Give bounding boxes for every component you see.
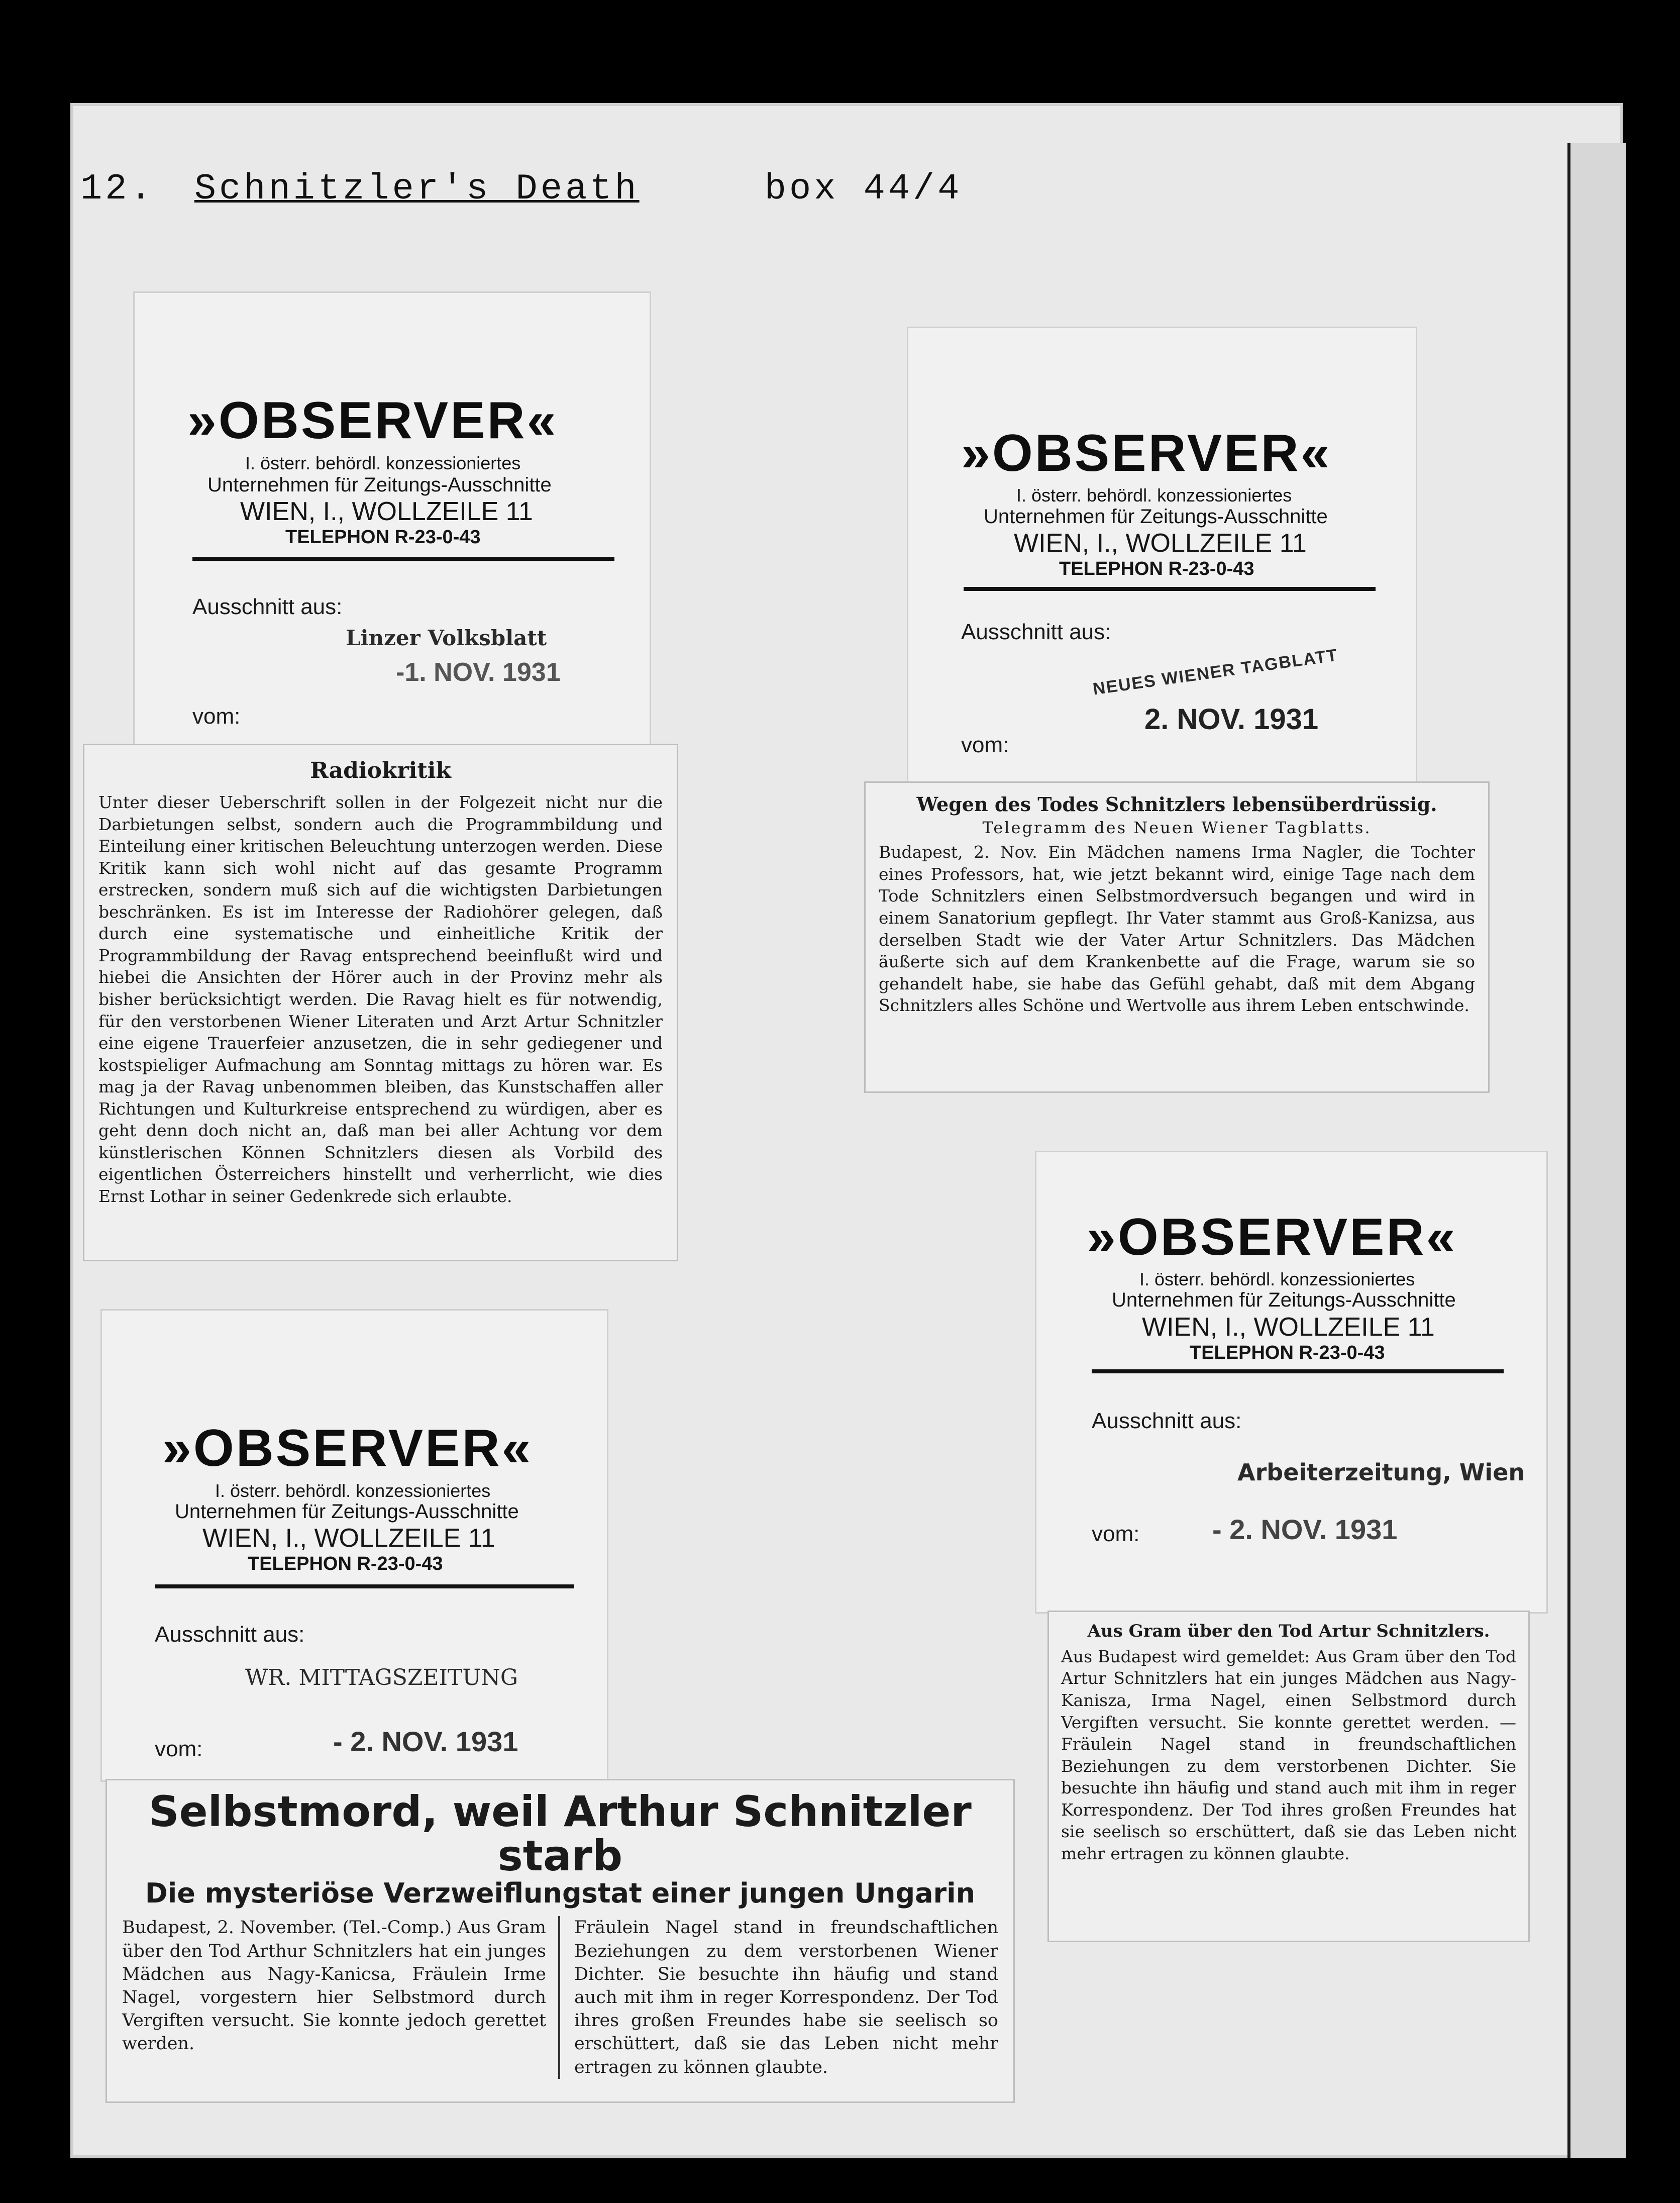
clipping-headline: Aus Gram über den Tod Artur Schnitzlers. [1087,1621,1490,1641]
source-stamp: NEUES WIENER TAGBLATT [1092,645,1339,699]
page-edge [1567,143,1626,2158]
box-reference: box 44/4 [764,168,963,210]
source-stamp: Linzer Volksblatt [346,626,547,650]
observer-address: WIEN, I., WOLLZEILE 11 [1014,529,1307,558]
observer-address: WIEN, I., WOLLZEILE 11 [1142,1313,1435,1342]
page-header [80,168,962,210]
observer-rule [192,557,614,561]
clipping-radiokritik [83,744,678,1261]
clipping-subline: Die mysteriöse Verzweiflungstat einer jungen Ungarin [145,1877,976,1910]
clipping-aus-gram [1047,1611,1530,1942]
source-label: Ausschnitt aus: [961,620,1111,644]
date-label: vom: [192,704,241,729]
source-label: Ausschnitt aus: [192,594,343,619]
observer-logo: »OBSERVER« [162,1419,533,1477]
observer-line2: Unternehmen für Zeitungs-Ausschnitte [207,474,552,496]
source-stamp: Arbeiterzeitung, Wien [1237,1459,1525,1486]
observer-line2: Unternehmen für Zeitungs-Ausschnitte [175,1500,519,1523]
clipping-body-left: Budapest, 2. November. (Tel.-Comp.) Aus Gram über den Tod Arthur Schnitzlers hat ein junges Mädchen aus Nagy-Kanicsa, Fräulein Irme Nagel, vorgestern hier Selbstmord durch Vergiften versucht. Sie konnte jedoch gerettet werden. [122,1916,560,2078]
observer-logo: »OBSERVER« [961,424,1332,482]
date-stamp: - 2. NOV. 1931 [333,1726,518,1757]
source-label: Ausschnitt aus: [155,1622,305,1647]
observer-line1: I. österr. behördl. konzessioniertes [1016,485,1292,506]
observer-card-mittagszeitung [100,1309,608,1782]
observer-logo: »OBSERVER« [187,391,558,450]
observer-phone: TELEPHON R-23-0-43 [285,527,481,548]
observer-line1: I. österr. behördl. konzessioniertes [1139,1269,1415,1289]
clipping-selbstmord [106,1779,1015,2103]
observer-phone: TELEPHON R-23-0-43 [1190,1342,1385,1363]
observer-rule [964,587,1376,591]
observer-address: WIEN, I., WOLLZEILE 11 [202,1524,495,1553]
clipping-body: Unter dieser Ueberschrift sollen in der Folgezeit nicht nur die Darbietungen selbst, sondern auch die Programmbildung und Einteilung einer kritischen Beleuchtung unterzogen werden. Diese Kritik kann sich wohl nicht auf das gesamte Programm erstrecken, sondern muß sich auf die wichtigsten Darbietungen beschränken. Es ist im Interesse der Radiohörer gelegen, daß durch eine systematische und einheitliche Kritik der Programmbildung der Ravag entsprechend beeinflußt wird und hiebei die Ansichten der Hörer auch in der Provinz mehr als bisher berücksichtigt werden. Die Ravag hielt es für notwendig, für den verstorbenen Wiener Literaten und Arzt Artur Schnitzler eine eigene Trauerfeier anzusetzen, die in sehr gediegener und kostspieliger Aufmachung am Sonntag mittags zu hören war. Es mag ja der Ravag unbenommen bleiben, das Kunstschaffen aller Richtungen und Kulturkreise entsprechend zu würdigen, aber es geht denn doch nicht an, daß man bei aller Achtung vor dem künstlerischen Können Schnitzlers diesen als Vorbild des eigentlichen Österreichers hinstellt und verherrlicht, wie dies Ernst Lothar in seiner Gedenkrede sich erlaubte. [98,792,663,1206]
source-label: Ausschnitt aus: [1092,1409,1242,1433]
observer-phone: TELEPHON R-23-0-43 [1059,558,1254,579]
observer-line1: I. österr. behördl. konzessioniertes [245,453,521,473]
observer-card-arbeiterzeitung [1035,1151,1548,1614]
date-label: vom: [155,1737,203,1761]
source-stamp: WR. MITTAGSZEITUNG [245,1665,518,1690]
clipping-headline: Selbstmord, weil Arthur Schnitzler starb [149,1787,972,1881]
page-number: 12. [80,168,155,210]
observer-rule [155,1584,574,1588]
clipping-headline: Wegen des Todes Schnitzlers lebensüberdrüssig. [916,793,1437,816]
clipping-columns [122,1916,998,2078]
clipping-body-right: Fräulein Nagel stand in freundschaftlichen Beziehungen zu dem verstorbenen Wiener Dichter. Sie besuchte ihn häufig und stand auch mit ihm in reger Korrespondenz. Der Tod ihres großen Freundes habe sie seelisch so erschüttert, daß sie das Leben nicht mehr ertragen zu können glaubte. [574,1918,998,2077]
clipping-headline: Radiokritik [310,758,451,783]
observer-phone: TELEPHON R-23-0-43 [248,1553,443,1574]
page-title: Schnitzler's Death [194,168,640,210]
clipping-lebensueberdruessig [864,781,1490,1093]
date-stamp: - 2. NOV. 1931 [1212,1514,1398,1545]
clipping-subline: Telegramm des Neuen Wiener Tagblatts. [982,818,1372,838]
observer-line2: Unternehmen für Zeitungs-Ausschnitte [984,506,1328,528]
clipping-body: Budapest, 2. Nov. Ein Mädchen namens Irma Nagler, die Tochter eines Professors, hat, wie jetzt bekannt wird, einige Tage nach dem Tode Schnitzlers einen Selbstmordversuch begangen und wird in einem Sanatorium gepflegt. Ihr Vater stammt aus Groß-Kanizsa, aus derselben Stadt wie der Vater Artur Schnitzlers. Das Mädchen äußerte sich auf dem Krankenbette auf die Frage, warum sie so gehandelt habe, sie habe das Gefühl gehabt, daß mit dem Abgang Schnitzlers alles Schöne und Wertvolle aus ihrem Leben entschwinde. [879,842,1475,1016]
observer-card-linzer [133,291,651,747]
clipping-body: Aus Budapest wird gemeldet: Aus Gram über den Tod Artur Schnitzlers hat ein junges Mädchen aus Nagy-Kanisza, Irma Nagel, einen Selbstmord durch Vergiften versucht. Sie konnte gerettet werden. — Fräulein Nagel stand in freundschaftlichen Beziehungen zu dem verstorbenen Dichter. Sie besuchte ihn häufig und stand auch mit ihm in reger Korrespondenz. Der Tod ihres großen Freundes hat sie seelisch so erschüttert, daß sie das Leben nicht mehr ertragen zu können glaubte. [1061,1646,1516,1863]
date-label: vom: [961,733,1009,757]
date-stamp: 2. NOV. 1931 [1144,703,1319,736]
observer-card-tagblatt [907,327,1417,784]
observer-rule [1092,1369,1504,1373]
date-stamp: -1. NOV. 1931 [396,658,561,687]
date-label: vom: [1092,1522,1140,1546]
observer-line2: Unternehmen für Zeitungs-Ausschnitte [1112,1289,1456,1311]
observer-logo: »OBSERVER« [1087,1208,1457,1266]
observer-line1: I. österr. behördl. konzessioniertes [215,1480,491,1501]
observer-address: WIEN, I., WOLLZEILE 11 [240,497,533,526]
